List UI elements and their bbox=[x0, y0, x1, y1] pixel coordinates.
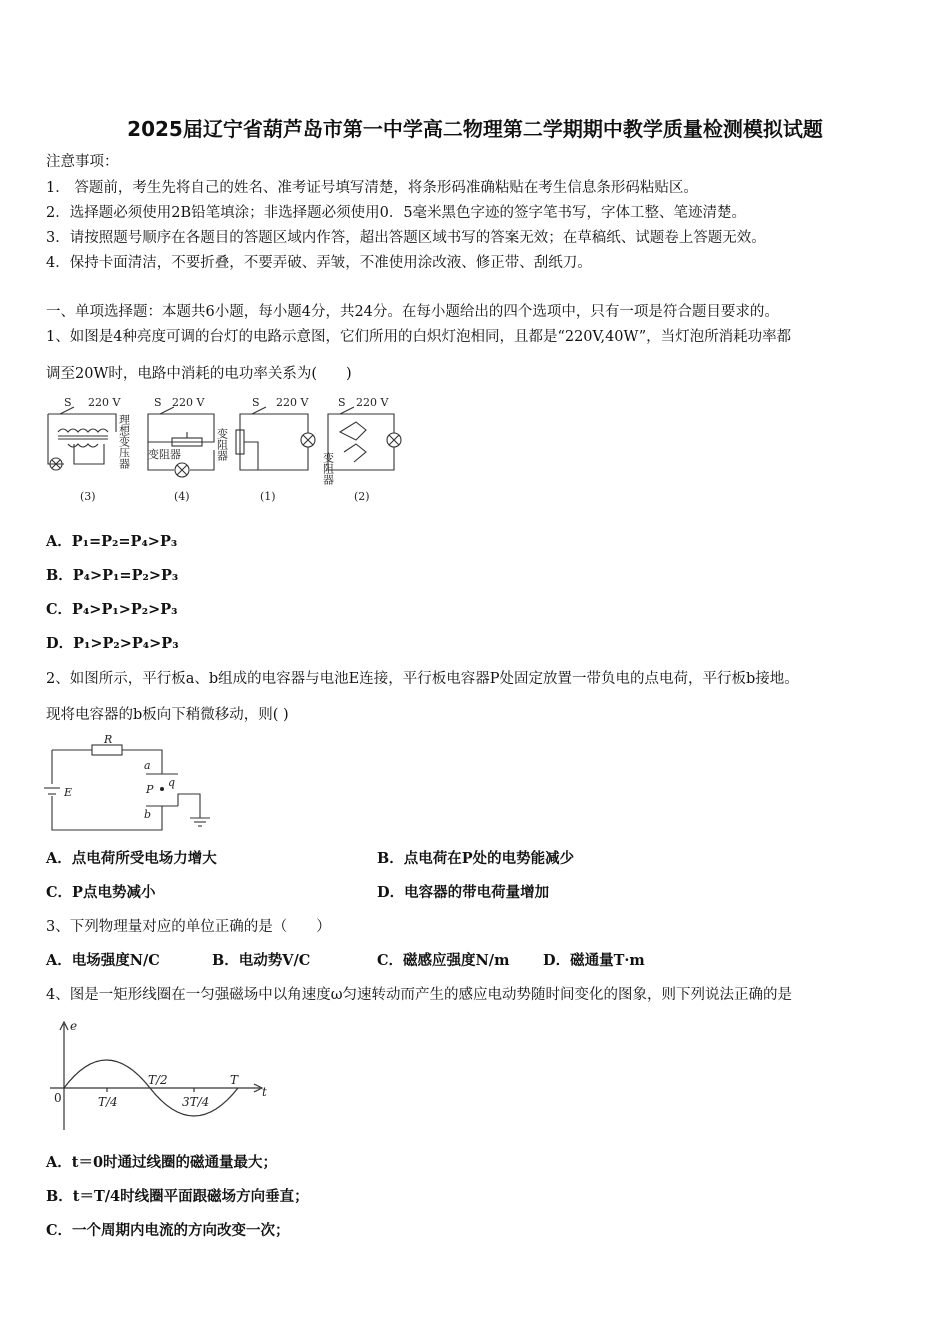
q2-option-d: D．电容器的带电荷量增加 bbox=[377, 884, 550, 901]
q2-label-a: a bbox=[144, 759, 151, 772]
q2-label-P: P bbox=[146, 783, 154, 796]
q1-option-a: A．P₁=P₂=P₄>P₃ bbox=[46, 533, 178, 550]
caption-4: (4) bbox=[174, 490, 190, 503]
notice-item-4: 4．保持卡面清洁，不要折叠，不要弄破、弄皱，不准使用涂改液、修正带、刮纸刀。 bbox=[46, 255, 592, 271]
notice-item-3: 3．请按照题号顺序在各题目的答题区域内作答，超出答题区域书写的答案无效；在草稿纸、试题卷上答题无效。 bbox=[46, 230, 766, 246]
q2-label-R: R bbox=[104, 733, 113, 746]
transformer-label: 理想变压器 bbox=[117, 414, 131, 469]
notice-item-1: 1． 答题前，考生先将自己的姓名、准考证号填写清楚，将条形码准确粘贴在考生信息条形码粘贴区。 bbox=[46, 180, 698, 196]
q3-option-c: C．磁感应强度N/m bbox=[377, 952, 510, 969]
q4-origin-label: 0 bbox=[54, 1091, 62, 1105]
fig3-switch-label: S bbox=[64, 396, 72, 409]
caption-2: (2) bbox=[354, 490, 370, 503]
q2-stem-line2: 现将电容器的b板向下稍微移动，则( ) bbox=[46, 707, 289, 723]
q3-option-d: D．磁通量T·m bbox=[543, 952, 645, 969]
fig4-rheostat-label: 变阻器 bbox=[148, 448, 181, 461]
caption-1: (1) bbox=[260, 490, 276, 503]
q4-option-c: C．一个周期内电流的方向改变一次； bbox=[46, 1222, 290, 1239]
fig2-switch-label: S bbox=[338, 396, 346, 409]
fig4-switch-label: S bbox=[154, 396, 162, 409]
notice-heading: 注意事项： bbox=[46, 154, 119, 170]
q4-tick-T: T bbox=[230, 1073, 239, 1087]
q4-ylabel: e bbox=[70, 1019, 78, 1033]
page-title: 2025届辽宁省葫芦岛市第一中学高二物理第二学期期中教学质量检测模拟试题 bbox=[127, 117, 823, 141]
q2-option-a: A．点电荷所受电场力增大 bbox=[46, 850, 217, 867]
fig1-rheostat-label: 变阻器 bbox=[215, 428, 229, 461]
q2-label-b: b bbox=[144, 808, 152, 821]
q4-option-b: B．t＝T/4时线圈平面跟磁场方向垂直； bbox=[46, 1188, 309, 1205]
q1-stem-line1: 1、如图是4种亮度可调的台灯的电路示意图，它们所用的白炽灯泡相同，且都是“220V,40W”，当灯泡所消耗功率都 bbox=[46, 329, 792, 345]
q2-option-c: C．P点电势减小 bbox=[46, 884, 156, 901]
section-heading: 一、单项选择题：本题共6小题，每小题4分，共24分。在每小题给出的四个选项中，只有一项是符合题目要求的。 bbox=[46, 304, 779, 320]
q1-stem-line2: 调至20W时，电路中消耗的电功率关系为( ) bbox=[46, 366, 352, 382]
caption-3: (3) bbox=[80, 490, 96, 503]
fig1-voltage-label: 220 V bbox=[276, 396, 309, 409]
q1-circuit-figure bbox=[44, 392, 414, 512]
q4-emf-graph bbox=[44, 1018, 274, 1136]
q1-option-b: B．P₄>P₁=P₂>P₃ bbox=[46, 567, 179, 584]
q4-option-a: A．t＝0时通过线圈的磁通量最大； bbox=[46, 1154, 278, 1171]
fig2-voltage-label: 220 V bbox=[356, 396, 389, 409]
q4-stem: 4、图是一矩形线圈在一匀强磁场中以角速度ω匀速转动而产生的感应电动势随时间变化的图象，则下列说法正确的是 bbox=[46, 987, 793, 1003]
q2-option-b: B．点电荷在P处的电势能减少 bbox=[377, 850, 575, 867]
q2-stem-line1: 2、如图所示，平行板a、b组成的电容器与电池E连接，平行板电容器P处固定放置一带负电的点电荷，平行板b接地。 bbox=[46, 671, 799, 687]
q1-option-d: D．P₁>P₂>P₄>P₃ bbox=[46, 635, 179, 652]
fig4-voltage-label: 220 V bbox=[172, 396, 205, 409]
q2-label-q: q bbox=[168, 776, 176, 789]
fig3-voltage-label: 220 V bbox=[88, 396, 121, 409]
q4-tick-T4: T/4 bbox=[98, 1095, 118, 1109]
q3-option-b: B．电动势V/C bbox=[212, 952, 311, 969]
fig2-rheostat-label: 变阻器 bbox=[321, 452, 335, 485]
q3-stem: 3、下列物理量对应的单位正确的是（ ） bbox=[46, 919, 331, 935]
fig1-switch-label: S bbox=[252, 396, 260, 409]
q3-option-a: A．电场强度N/C bbox=[46, 952, 160, 969]
q4-tick-3T4: 3T/4 bbox=[182, 1095, 210, 1109]
q4-tick-T2: T/2 bbox=[148, 1073, 168, 1087]
notice-item-2: 2．选择题必须使用2B铅笔填涂；非选择题必须使用0．5毫米黑色字迹的签字笔书写，字体工整、笔迹清楚。 bbox=[46, 205, 747, 221]
q4-xlabel: t bbox=[262, 1085, 267, 1099]
q2-circuit-figure bbox=[40, 734, 220, 838]
q1-option-c: C．P₄>P₁>P₂>P₃ bbox=[46, 601, 178, 618]
q2-label-E: E bbox=[64, 786, 73, 799]
